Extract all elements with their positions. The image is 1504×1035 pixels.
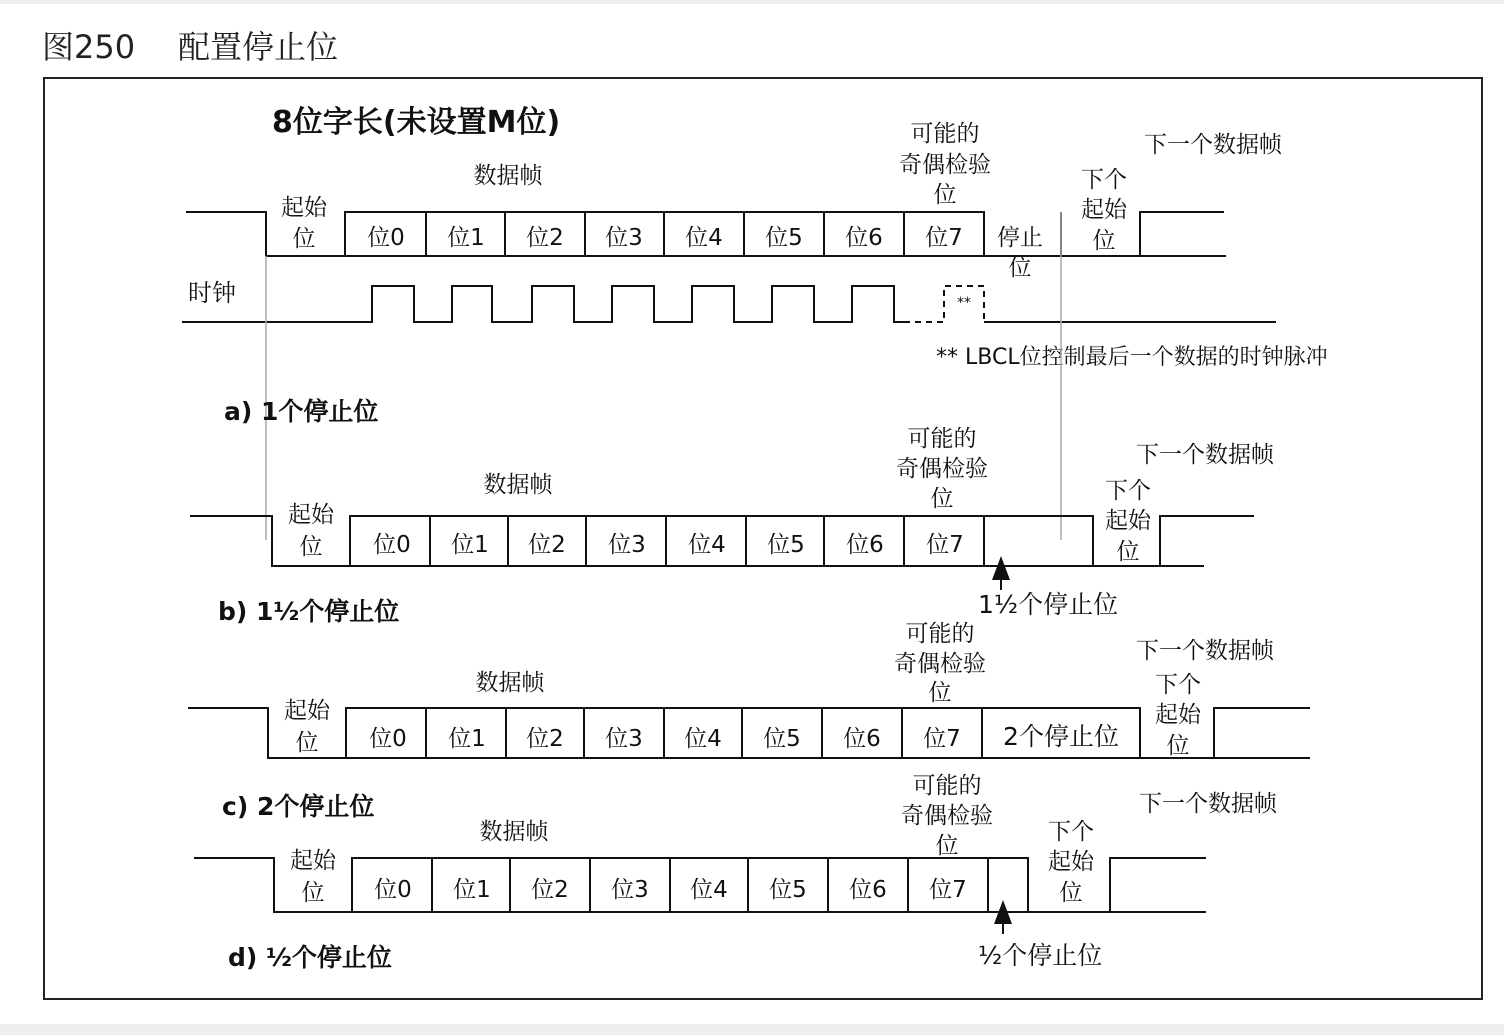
row-a-next-start-label-1: 下个 bbox=[1081, 167, 1127, 193]
row-a-parity-label-2: 奇偶检验 bbox=[899, 152, 991, 178]
figure-title: 配置停止位 bbox=[178, 28, 339, 66]
row-b-bit-1: 位1 bbox=[451, 532, 489, 558]
row-d-next-start-label-3: 位 bbox=[1059, 880, 1083, 906]
bottom-strip bbox=[0, 1024, 1504, 1035]
clock-waveform bbox=[182, 286, 1276, 322]
row-d-bit-7: 位7 bbox=[929, 877, 967, 903]
row-a-parity-label-3: 位 bbox=[933, 182, 957, 208]
row-c-bit-5: 位5 bbox=[763, 726, 801, 752]
row-d-next-start-label-1: 下个 bbox=[1048, 819, 1094, 845]
row-a-bit-0: 位0 bbox=[367, 225, 405, 251]
row-d-data-frame-label: 数据帧 bbox=[479, 819, 549, 845]
row-b-parity-label-1: 可能的 bbox=[907, 426, 977, 452]
row-b-stop-arrow bbox=[992, 556, 1010, 580]
row-b-bit-4: 位4 bbox=[688, 532, 726, 558]
row-d-bit-3: 位3 bbox=[611, 877, 649, 903]
row-c-bit-6: 位6 bbox=[843, 726, 881, 752]
row-d-next-frame-label: 下一个数据帧 bbox=[1139, 791, 1277, 817]
row-a-stop-label-1: 停止 bbox=[997, 225, 1043, 251]
row-a-next-start-label-2: 起始 bbox=[1081, 197, 1127, 223]
row-d-bit-4: 位4 bbox=[690, 877, 728, 903]
row-b-start-label-2: 位 bbox=[299, 534, 323, 560]
row-c-start-label-1: 起始 bbox=[284, 698, 330, 724]
row-c-bit-4: 位4 bbox=[684, 726, 722, 752]
row-c-parity-label-1: 可能的 bbox=[905, 621, 975, 647]
row-d-parity-label-1: 可能的 bbox=[912, 773, 982, 799]
row-a-bit-5: 位5 bbox=[765, 225, 803, 251]
row-c-bit-1: 位1 bbox=[448, 726, 486, 752]
row-d-start-label-2: 位 bbox=[301, 880, 325, 906]
row-a-next-frame-label: 下一个数据帧 bbox=[1144, 132, 1282, 158]
row-a-parity-label-1: 可能的 bbox=[910, 121, 980, 147]
row-b-bit-3: 位3 bbox=[608, 532, 646, 558]
row-b-stop-duration: 1½个停止位 bbox=[978, 590, 1119, 619]
row-b-bit-6: 位6 bbox=[846, 532, 884, 558]
row-a-bit-1: 位1 bbox=[447, 225, 485, 251]
row-c-next-start-label-1: 下个 bbox=[1155, 672, 1201, 698]
row-c-bit-0: 位0 bbox=[369, 726, 407, 752]
row-a-bit-7: 位7 bbox=[925, 225, 963, 251]
row-d-parity-label-2: 奇偶检验 bbox=[901, 803, 993, 829]
row-a-start-label-2: 位 bbox=[292, 226, 316, 252]
figure-number: 图250 bbox=[42, 28, 136, 66]
row-c-bit-7: 位7 bbox=[923, 726, 961, 752]
row-c-stop-duration: 2个停止位 bbox=[1003, 722, 1119, 751]
row-c-next-frame-label: 下一个数据帧 bbox=[1136, 638, 1274, 664]
case-d-label: d) ½个停止位 bbox=[228, 943, 392, 972]
row-b-bit-0: 位0 bbox=[373, 532, 411, 558]
clock-label: 时钟 bbox=[188, 279, 236, 307]
row-c-bit-2: 位2 bbox=[526, 726, 564, 752]
row-b-next-frame-label: 下一个数据帧 bbox=[1136, 442, 1274, 468]
row-d-bit-2: 位2 bbox=[531, 877, 569, 903]
row-c-start-label-2: 位 bbox=[295, 730, 319, 756]
row-b-bit-2: 位2 bbox=[528, 532, 566, 558]
row-c-next-start-label-2: 起始 bbox=[1155, 702, 1201, 728]
row-c-parity-label-3: 位 bbox=[928, 680, 952, 706]
row-a-start-label-1: 起始 bbox=[281, 195, 327, 221]
row-a-bit-4: 位4 bbox=[685, 225, 723, 251]
clock-note: ** LBCL位控制最后一个数据的时钟脉冲 bbox=[936, 345, 1328, 370]
row-a-next-start-label-3: 位 bbox=[1092, 228, 1116, 254]
row-b-data-frame-label: 数据帧 bbox=[483, 472, 553, 498]
row-d-bit-1: 位1 bbox=[453, 877, 491, 903]
case-a-label: a) 1个停止位 bbox=[224, 397, 379, 426]
diagram-heading: 8位字长(未设置M位) bbox=[272, 105, 561, 140]
row-b-next-start-label-1: 下个 bbox=[1105, 478, 1151, 504]
row-c-parity-label-2: 奇偶检验 bbox=[894, 651, 986, 677]
row-b-bit-5: 位5 bbox=[767, 532, 805, 558]
row-b-next-start-label-2: 起始 bbox=[1105, 508, 1151, 534]
row-b-parity-label-2: 奇偶检验 bbox=[896, 456, 988, 482]
row-d-bit-6: 位6 bbox=[849, 877, 887, 903]
last-clock-pulse-mark: ** bbox=[957, 295, 971, 311]
row-d-start-label-1: 起始 bbox=[290, 848, 336, 874]
row-d-bit-5: 位5 bbox=[769, 877, 807, 903]
row-d-stop-duration: ½个停止位 bbox=[978, 941, 1103, 970]
row-a-stop-label-2: 位 bbox=[1008, 255, 1032, 281]
row-c-next-start-label-3: 位 bbox=[1166, 733, 1190, 759]
row-b-start-label-1: 起始 bbox=[288, 502, 334, 528]
row-a-data-frame-label: 数据帧 bbox=[473, 163, 543, 189]
row-b-parity-label-3: 位 bbox=[930, 486, 954, 512]
row-d-next-start-label-2: 起始 bbox=[1048, 849, 1094, 875]
row-d-bit-0: 位0 bbox=[374, 877, 412, 903]
row-c-data-frame-label: 数据帧 bbox=[475, 670, 545, 696]
row-d-parity-label-3: 位 bbox=[935, 833, 959, 859]
case-c-label: c) 2个停止位 bbox=[222, 792, 375, 821]
row-a-bit-2: 位2 bbox=[526, 225, 564, 251]
row-a-bit-3: 位3 bbox=[605, 225, 643, 251]
row-b-next-start-label-3: 位 bbox=[1116, 539, 1140, 565]
row-b-bit-7: 位7 bbox=[926, 532, 964, 558]
row-a-bit-6: 位6 bbox=[845, 225, 883, 251]
row-c-bit-3: 位3 bbox=[605, 726, 643, 752]
case-b-label: b) 1½个停止位 bbox=[218, 597, 400, 626]
row-c-waveform bbox=[188, 708, 1310, 758]
